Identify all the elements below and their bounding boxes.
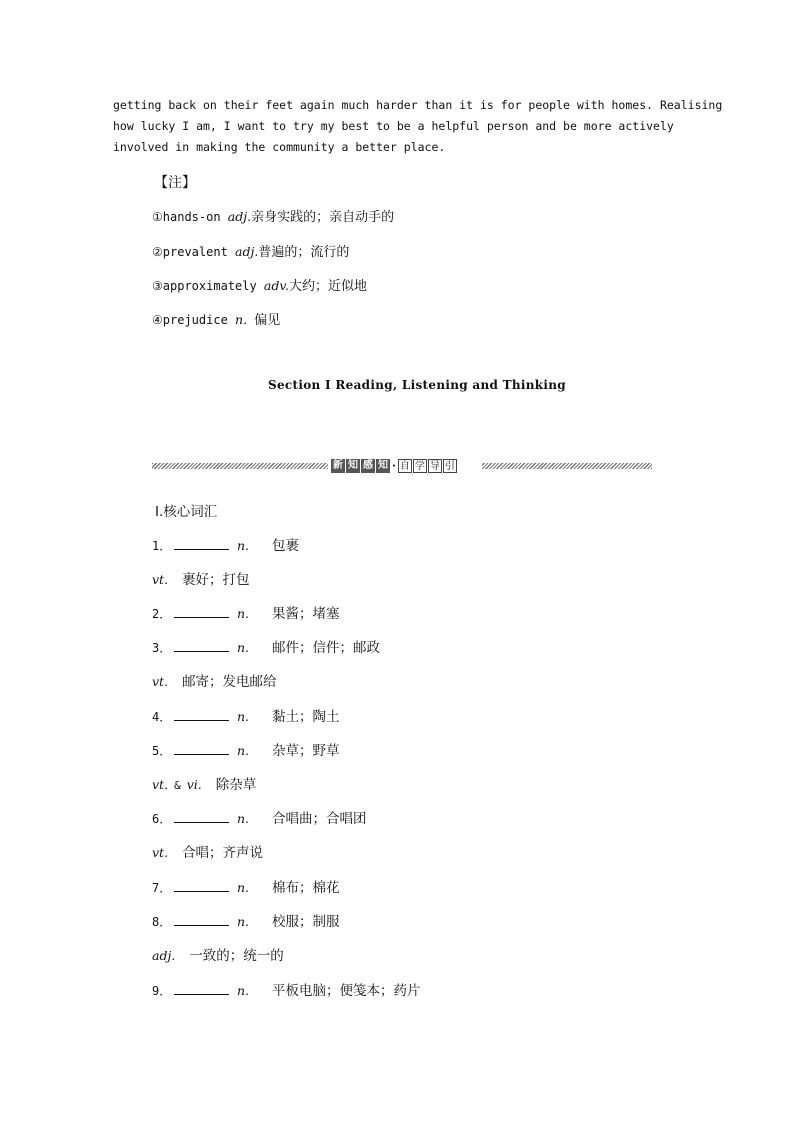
vocab-pos: n. <box>237 983 250 998</box>
vocab-pos: n. <box>237 811 250 826</box>
banner-char: 感 <box>363 460 373 471</box>
answer-blank[interactable] <box>174 741 229 755</box>
banner-char: 知 <box>378 460 388 471</box>
vocab-pos: n. <box>237 709 250 724</box>
note-item <box>152 309 280 328</box>
vocab-number: 9． <box>152 984 172 998</box>
passage-line: getting back on their feet again much harder than it is for people with homes. Realising <box>113 98 723 112</box>
banner-char: 引 <box>444 461 455 472</box>
vocab-meaning: 合唱；齐声说 <box>182 845 264 861</box>
vocab-meaning: 平板电脑；便笺本；药片 <box>272 983 421 999</box>
vocab-number: 8． <box>152 915 172 929</box>
note-meaning: 偏见 <box>254 313 281 328</box>
note-marker: ③ <box>152 279 163 293</box>
vocab-item <box>152 705 340 725</box>
vocab-subitem <box>152 568 250 588</box>
note-word: prevalent <box>162 245 228 259</box>
answer-blank[interactable] <box>174 604 229 618</box>
vocab-meaning: 果酱；堵塞 <box>272 606 340 622</box>
banner-char: 知 <box>348 460 358 471</box>
banner-hatch-right <box>482 463 652 469</box>
vocab-pos: vt. <box>152 845 169 860</box>
vocab-pos: n. <box>237 640 250 655</box>
vocab-meaning: 除杂草 <box>215 777 257 793</box>
note-marker: ② <box>152 245 163 259</box>
note-item <box>152 241 349 260</box>
vocab-heading: Ⅰ.核心词汇 <box>155 504 218 520</box>
banner-label <box>331 458 457 474</box>
vocab-number: 6． <box>152 812 172 826</box>
vocab-pos: vt. <box>152 777 169 792</box>
vocab-subitem <box>152 944 284 964</box>
banner-char: 学 <box>414 461 425 472</box>
section-title: Section Ⅰ Reading, Listening and Thinking <box>267 378 566 392</box>
banner-char: 自 <box>399 461 410 472</box>
note-pos: n. <box>235 312 248 327</box>
vocab-meaning: 裹好；打包 <box>182 572 250 588</box>
vocab-meaning: 黏土；陶土 <box>272 709 340 725</box>
vocab-pos: n. <box>237 538 250 553</box>
note-item <box>152 206 394 225</box>
vocab-item <box>152 739 340 759</box>
answer-blank[interactable] <box>174 912 229 926</box>
vocab-number: 4． <box>152 710 172 724</box>
vocab-meaning: 校服；制服 <box>272 914 340 930</box>
vocab-meaning: 邮寄；发电邮给 <box>182 674 277 690</box>
vocab-pos: vi. <box>186 777 202 792</box>
note-meaning: 大约；近似地 <box>288 279 367 294</box>
answer-blank[interactable] <box>174 981 229 995</box>
vocab-meaning: 合唱曲；合唱团 <box>272 811 367 827</box>
banner-char: 导 <box>429 461 440 472</box>
vocab-item <box>152 910 340 930</box>
passage-line: involved in making the community a better place. <box>113 140 446 154</box>
vocab-number: 7． <box>152 881 172 895</box>
note-marker: ① <box>152 210 163 224</box>
answer-blank[interactable] <box>174 536 229 550</box>
note-pos: adv. <box>263 278 289 293</box>
note-meaning: 普遍的；流行的 <box>258 245 350 260</box>
vocab-subitem <box>152 773 256 793</box>
vocab-item <box>152 602 340 622</box>
vocab-meaning: 棉布；棉花 <box>272 880 340 896</box>
vocab-item <box>152 534 299 554</box>
answer-blank[interactable] <box>174 707 229 721</box>
note-pos: adj. <box>235 244 259 259</box>
banner-hatch-left <box>152 463 328 469</box>
answer-blank[interactable] <box>174 878 229 892</box>
section-banner <box>152 458 652 474</box>
note-word: hands-on <box>162 210 221 224</box>
note-marker: ④ <box>152 313 163 327</box>
vocab-meaning: 包裹 <box>272 538 299 554</box>
vocab-meaning: 杂草；野草 <box>272 743 340 759</box>
vocab-pos: n. <box>237 880 250 895</box>
vocab-subitem <box>152 670 277 690</box>
note-item <box>152 275 367 294</box>
vocab-meaning: 邮件；信件；邮政 <box>272 640 380 656</box>
note-word: approximately <box>162 279 257 293</box>
vocab-item <box>152 979 421 999</box>
vocab-subitem <box>152 841 263 861</box>
banner-char: 新 <box>333 460 343 471</box>
vocab-meaning: 一致的；统一的 <box>189 948 284 964</box>
vocab-item <box>152 636 380 656</box>
note-pos: adj. <box>227 209 252 224</box>
banner-separator: · <box>392 460 396 472</box>
answer-blank[interactable] <box>174 809 229 823</box>
note-word: prejudice <box>162 313 228 327</box>
vocab-amp: & <box>174 779 181 792</box>
vocab-pos: adj. <box>152 948 176 963</box>
answer-blank[interactable] <box>174 638 229 652</box>
notes-title: 【注】 <box>154 175 196 191</box>
vocab-pos: vt. <box>152 674 169 689</box>
vocab-number: 3． <box>152 641 172 655</box>
vocab-pos: n. <box>237 743 250 758</box>
vocab-number: 5． <box>152 744 172 758</box>
vocab-pos: vt. <box>152 572 169 587</box>
vocab-pos: n. <box>237 606 250 621</box>
vocab-number: 1． <box>152 539 172 553</box>
vocab-number: 2． <box>152 607 172 621</box>
passage-line: how lucky I am, I want to try my best to be a helpful person and be more actively <box>113 119 674 133</box>
passage-paragraph <box>113 95 723 158</box>
vocab-item <box>152 807 367 827</box>
vocab-pos: n. <box>237 914 250 929</box>
vocab-item <box>152 876 340 896</box>
note-meaning: 亲身实践的；亲自动手的 <box>251 210 395 225</box>
